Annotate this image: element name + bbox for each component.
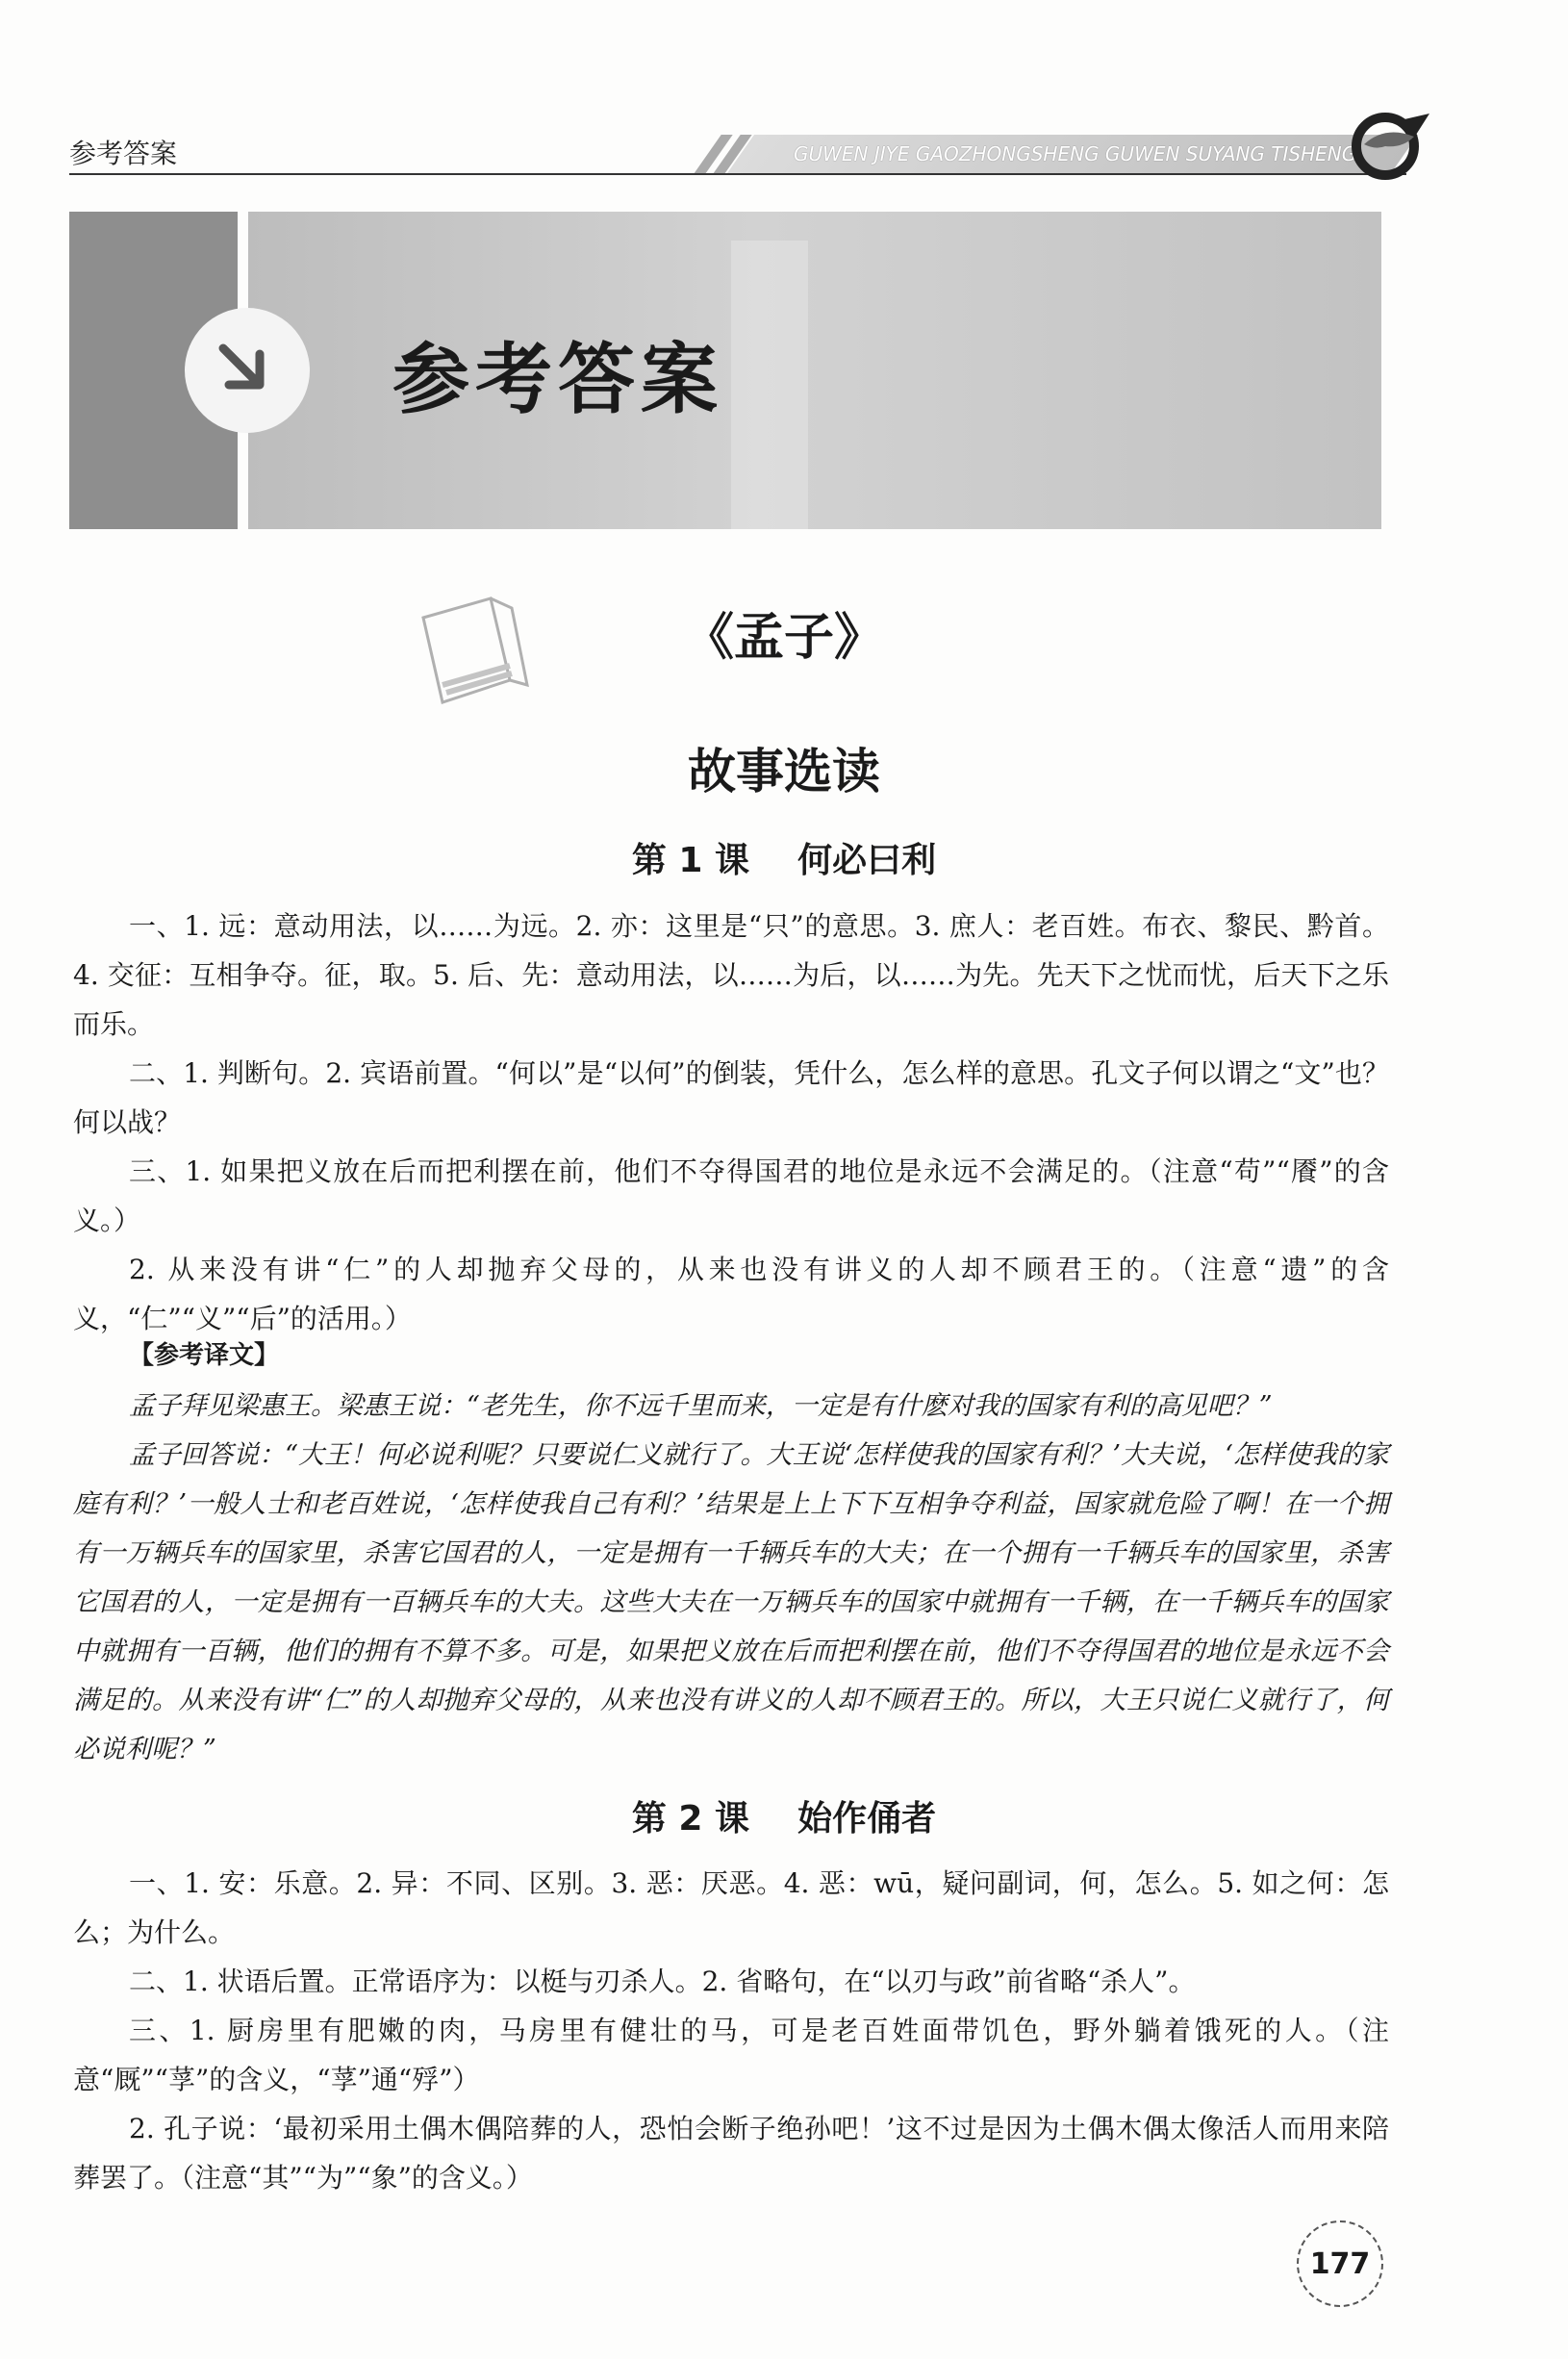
lesson-2-answer-part-3: 三、1. 厨房里有肥嫩的肉，马房里有健壮的马，可是老百姓面带饥色，野外躺着饿死的人。（注意“厩”“莩”的含义，“莩”通“殍”） xyxy=(73,2015,1389,2095)
lesson-1-answer-part-1: 一、1. 远：意动用法，以……为远。2. 亦：这里是“只”的意思。3. 庶人：老百姓。布衣、黎民、黔首。4. 交征：互相争夺。征，取。5. 后、先：意动用法，以……为后，以……为先。先天下之忧而忧，后天下之乐而乐。 xyxy=(73,910,1389,1040)
page-number: 177 xyxy=(1297,2220,1383,2307)
series-title: GUWEN JIYE GAOZHONGSHENG GUWEN SUYANG TISHENG xyxy=(794,142,1357,165)
translation-paragraph-1: 孟子拜见梁惠王。梁惠王说：“老先生，你不远千里而来，一定是有什麽对我的国家有利的高见吧？” xyxy=(129,1391,1273,1421)
running-head-label: 参考答案 xyxy=(69,138,178,169)
lesson-2-answer-part-2: 二、1. 状语后置。正常语序为：以梃与刃杀人。2. 省略句，在“以刃与政”前省略“杀人”。 xyxy=(129,1966,1196,1997)
banner-title: 参考答案 xyxy=(392,335,723,424)
lesson-2-answer-part-3-item-2: 2. 孔子说：‘最初采用土偶木偶陪葬的人，恐怕会断子绝孙吧！’这不过是因为土偶木偶太像活人而用来陪葬罢了。（注意“其”“为”“象”的含义。） xyxy=(73,2113,1389,2194)
series-logo-icon xyxy=(1347,106,1433,187)
lesson-2-answer-part-1: 一、1. 安：乐意。2. 异：不同、区别。3. 恶：厌恶。4. 恶：wū，疑问副词，何，怎么。5. 如之何：怎么；为什么。 xyxy=(73,1867,1389,1948)
unit-title: 故事选读 xyxy=(688,743,880,799)
lesson-1-answer-part-3-item-2: 2. 从来没有讲“仁”的人却抛弃父母的，从来也没有讲义的人却不顾君王的。（注意“遗”的含义，“仁”“义”“后”的活用。） xyxy=(73,1254,1389,1334)
arrow-icon xyxy=(185,308,310,433)
banner-decoration xyxy=(731,241,808,529)
lesson-1-title: 第 1 课 何必曰利 xyxy=(631,841,937,880)
lesson-1-answer-part-3: 三、1. 如果把义放在后而把利摆在前，他们不夺得国君的地位是永远不会满足的。（注意“苟”“餍”的含义。） xyxy=(73,1155,1389,1236)
translation-paragraph-2: 孟子回答说：“大王！何必说利呢？只要说仁义就行了。大王说‘怎样使我的国家有利？’大夫说，‘怎样使我的家庭有利？’一般人士和老百姓说，‘怎样使我自己有利？’结果是上上下下互相争夺利益，国家就危险了啊！在一个拥有一万辆兵车的国家里，杀害它国君的人，一定是拥有一千辆兵车的大夫；在一个拥有一千辆兵车的国家里，杀害它国君的人，一定是拥有一百辆兵车的大夫。这些大夫在一万辆兵车的国家中就拥有一千辆，在一千辆兵车的国家中就拥有一百辆，他们的拥有不算不多。可是，如果把义放在后而把利摆在前，他们不夺得国君的地位是永远不会满足的。从来没有讲“仁”的人却抛弃父母的，从来也没有讲义的人却不顾君王的。所以，大王只说仁义就行了，何必说利呢？” xyxy=(73,1440,1389,1764)
lesson-1-answer-part-2: 二、1. 判断句。2. 宾语前置。“何以”是“以何”的倒装，凭什么，怎么样的意思。孔文子何以谓之“文”也？何以战？ xyxy=(73,1057,1389,1138)
header-rule xyxy=(69,173,1406,175)
book-title: 《孟子》 xyxy=(683,608,884,667)
lesson-2-title: 第 2 课 始作俑者 xyxy=(631,1799,937,1839)
reference-translation-heading: 【参考译文】 xyxy=(129,1341,280,1370)
